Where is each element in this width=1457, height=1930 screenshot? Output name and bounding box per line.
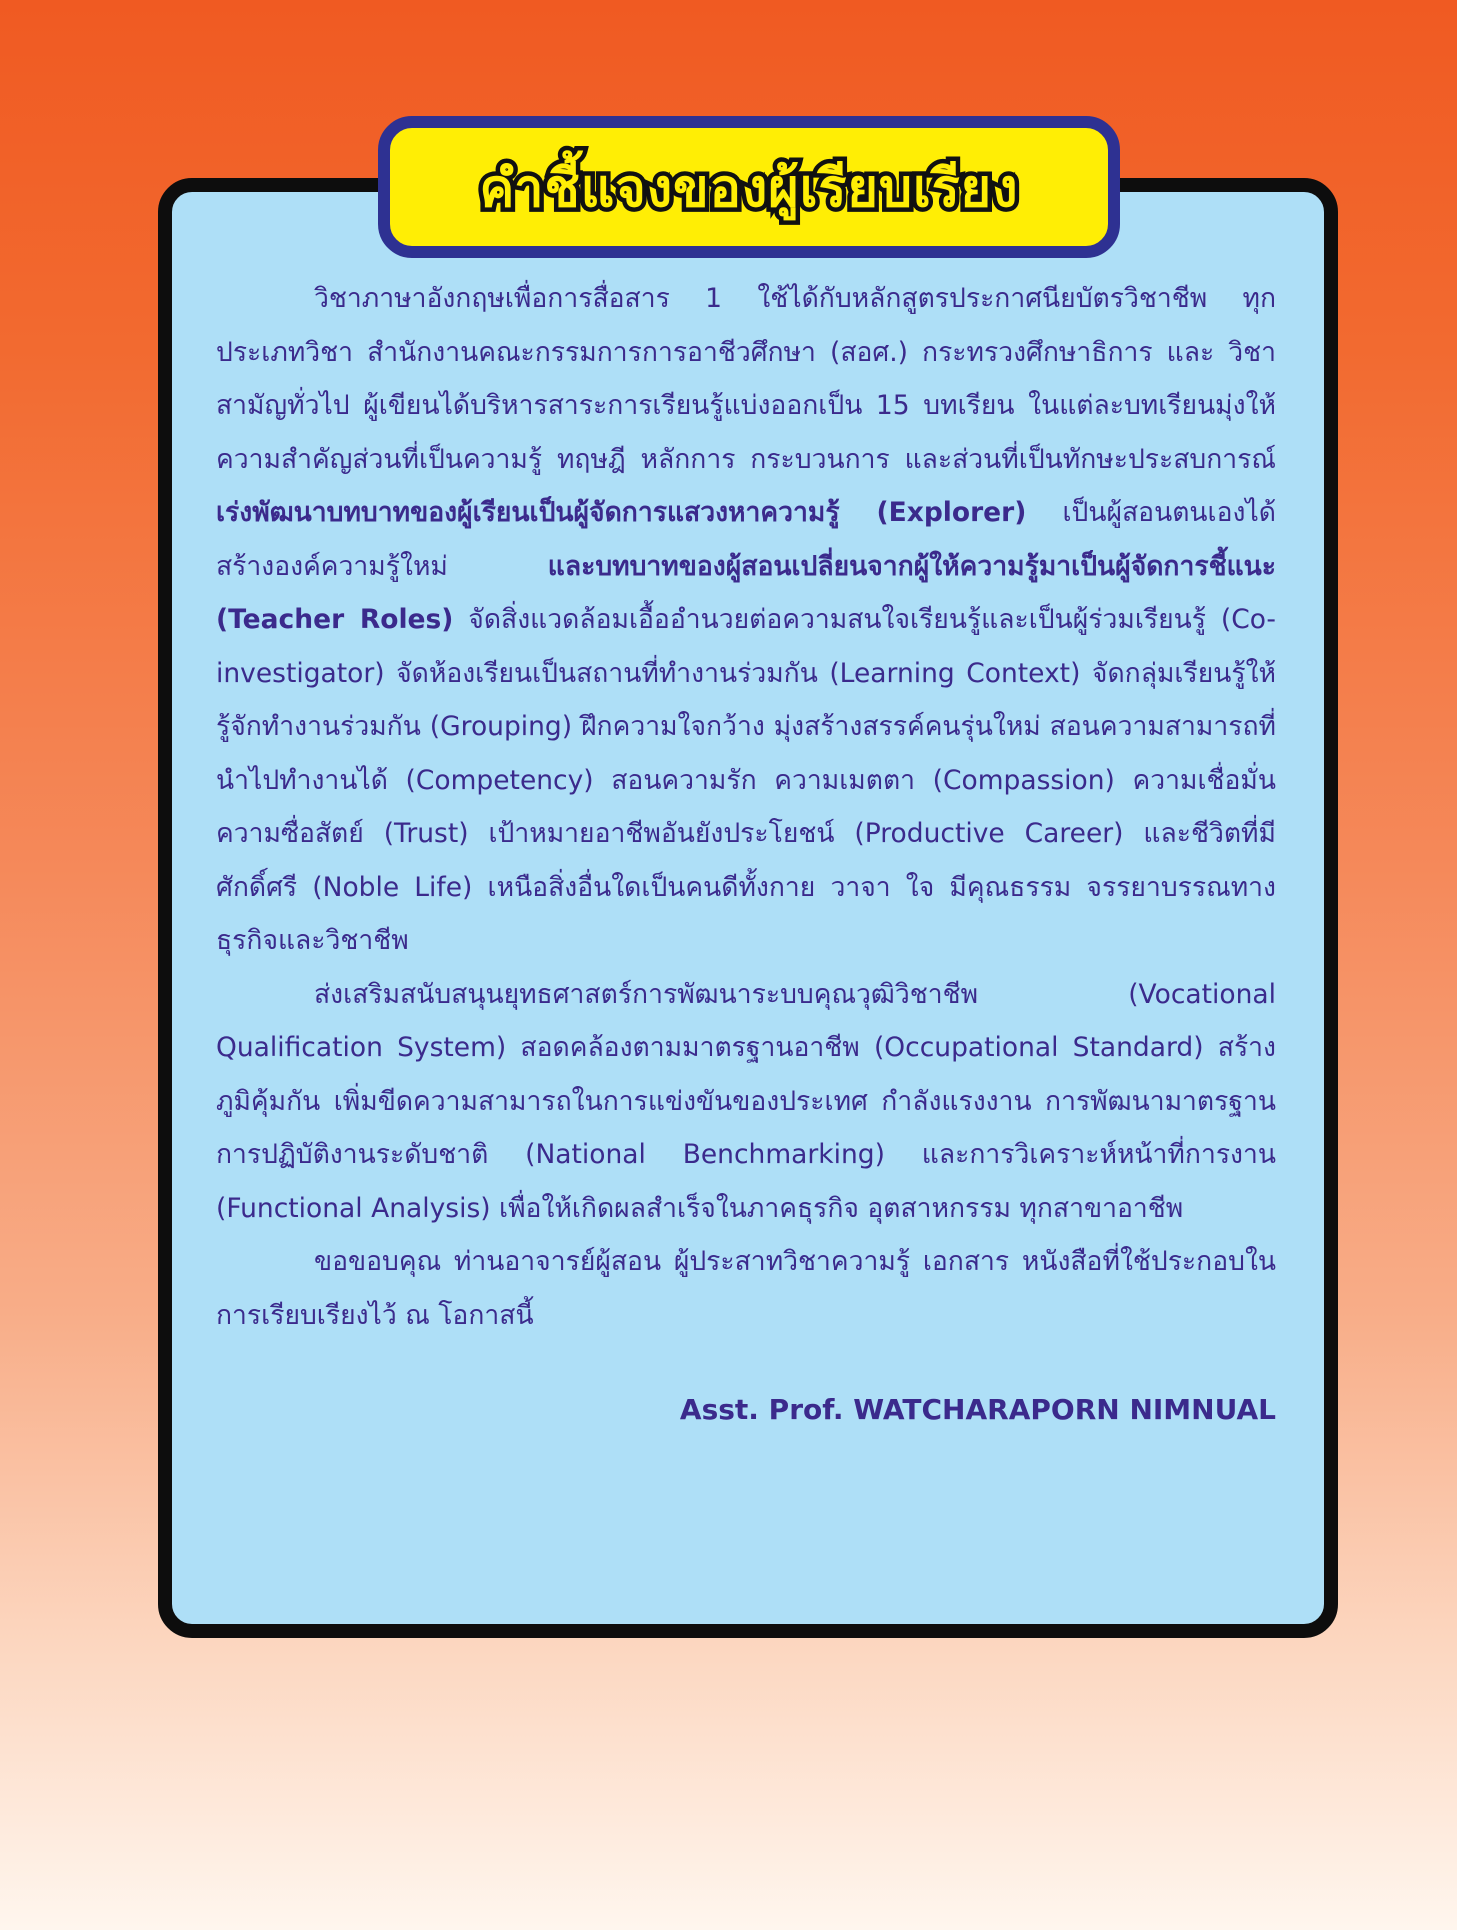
paragraph-1-text-3: จัดสิ่งแวดล้อมเอื้ออำนวยต่อความสนใจเรียนรู้และเป็นผู้ร่วมเรียนรู้ (Co-investigator) จัดห้องเรียนเป็นสถานที่ทำงานร่วมกัน (Learning Context) จัดกลุ่มเรียนรู้ให้รู้จักทำงานร่วมกัน (Grouping) ฝึกความใจกว้าง มุ่งสร้างสรรค์คนรุ่นใหม่ สอนความสามารถที่นำไปทำงานได้ (Competency) สอนความรัก ความเมตตา (Compassion) ความเชื่อมั่น ความซื่อสัตย์ (Trust) เป้าหมายอาชีพอันยังประโยชน์ (Productive Career) และชีวิตที่มีศักดิ์ศรี (Noble Life) เหนือสิ่งอื่นใดเป็นคนดีทั้งกาย วาจา ใจ มีคุณธรรม จรรยาบรรณทางธุรกิจและวิชาชีพ [216, 604, 1276, 956]
paragraph-1-text: วิชาภาษาอังกฤษเพื่อการสื่อสาร 1 ใช้ได้กับหลักสูตรประกาศนียบัตรวิชาชีพ ทุกประเภทวิชา สำนักงานคณะกรรมการการอาชีวศึกษา (สอศ.) กระทรวงศึกษาธิการ และ วิชาสามัญทั่วไป ผู้เขียนได้บริหารสาระการเรียนรู้แบ่งออกเป็น 15 บทเรียน ในแต่ละบทเรียนมุ่งให้ความสำคัญส่วนที่เป็นความรู้ ทฤษฎี หลักการ กระบวนการ และส่วนที่เป็นทักษะประสบการณ์ [216, 283, 1276, 475]
paragraph-2-text: ส่งเสริมสนับสนุนยุทธศาสตร์การพัฒนาระบบคุณวุฒิวิชาชีพ (Vocational Qualification System) สอดคล้องตามมาตรฐานอาชีพ (Occupational Standard) สร้างภูมิคุ้มกัน เพิ่มขีดความสามารถในการแข่งขันของประเทศ กำลังแรงงาน การพัฒนามาตรฐานการปฏิบัติงานระดับชาติ (National Benchmarking) และการวิเคราะห์หน้าที่การงาน (Functional Analysis) เพื่อให้เกิดผลสำเร็จในภาคธุรกิจ อุตสาหกรรม ทุกสาขาอาชีพ [216, 978, 1276, 1224]
paragraph-1 [216, 272, 1276, 968]
page-title: คำชี้แจงของผู้เรียบเรียง [479, 158, 1019, 219]
title-banner [378, 116, 1120, 258]
paragraph-2 [216, 968, 1276, 1236]
paragraph-1-text-2: เป็นผู้สอนตนเองได้ สร้างองค์ความรู้ใหม่ [216, 497, 1276, 582]
paragraph-3 [216, 1235, 1276, 1342]
paragraph-1-bold-explorer: เร่งพัฒนาบทบาทของผู้เรียนเป็นผู้จัดการแสวงหาความรู้ (Explorer) [216, 497, 1027, 528]
paragraph-1-bold-teacher-roles: และบทบาทของผู้สอนเปลี่ยนจากผู้ให้ความรู้มาเป็นผู้จัดการชี้แนะ (Teacher Roles) [216, 550, 1276, 635]
paragraph-3-text: ขอขอบคุณ ท่านอาจารย์ผู้สอน ผู้ประสาทวิชาความรู้ เอกสาร หนังสือที่ใช้ประกอบในการเรียบเรียงไว้ ณ โอกาสนี้ [216, 1246, 1276, 1331]
author-signature: Asst. Prof. WATCHARAPORN NIMNUAL [679, 1393, 1276, 1426]
body-text [216, 272, 1276, 1342]
